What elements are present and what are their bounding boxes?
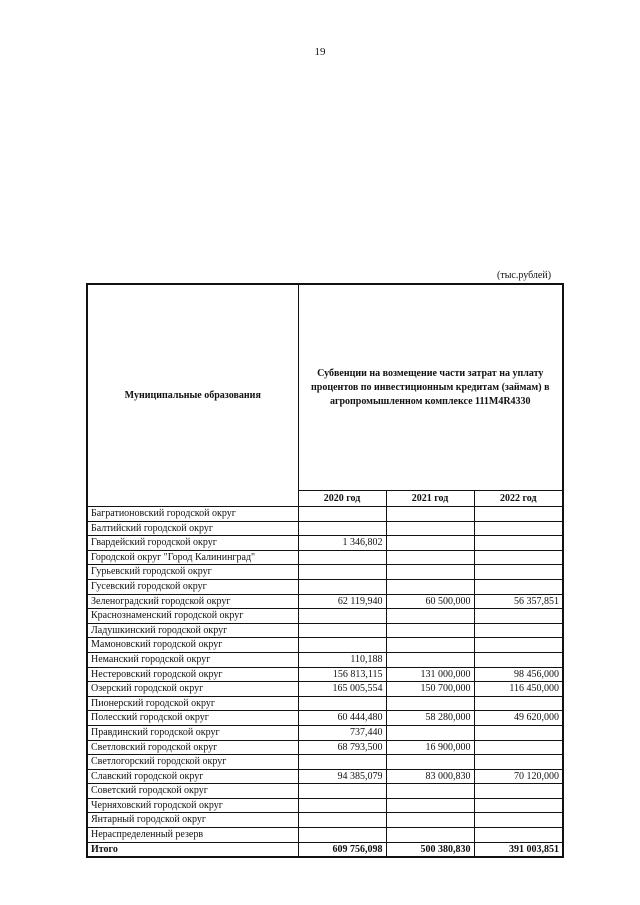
- value-2020: 609 756,098: [298, 842, 386, 857]
- municipality-name: Ладушкинский городской округ: [87, 623, 298, 638]
- value-2022: [474, 813, 563, 828]
- subsidy-table: [86, 283, 564, 858]
- table-body: [87, 507, 563, 858]
- value-2021: [386, 550, 474, 565]
- value-2020: 62 119,940: [298, 594, 386, 609]
- value-2020: 94 385,079: [298, 769, 386, 784]
- table-row: [87, 740, 563, 755]
- value-2021: 16 900,000: [386, 740, 474, 755]
- value-2020: [298, 609, 386, 624]
- value-2022: [474, 536, 563, 551]
- value-2021: [386, 725, 474, 740]
- table-row: [87, 798, 563, 813]
- table-row: [87, 711, 563, 726]
- header-subsidy: Субвенции на возмещение части затрат на уплату процентов по инвестиционным кредитам (займам) в агропромышленном комплексе 111M4R4330: [298, 284, 563, 491]
- municipality-name: Неманский городской округ: [87, 652, 298, 667]
- table-row: [87, 521, 563, 536]
- value-2021: [386, 784, 474, 799]
- value-2020: [298, 623, 386, 638]
- table-row: [87, 784, 563, 799]
- header-year-2022: 2022 год: [474, 491, 563, 507]
- value-2022: [474, 521, 563, 536]
- table-row: [87, 769, 563, 784]
- value-2020: 737,440: [298, 725, 386, 740]
- value-2021: [386, 565, 474, 580]
- value-2022: [474, 740, 563, 755]
- municipality-name: Славский городской округ: [87, 769, 298, 784]
- table-row: [87, 565, 563, 580]
- municipality-name: Пионерский городской округ: [87, 696, 298, 711]
- value-2022: [474, 565, 563, 580]
- table-row: [87, 813, 563, 828]
- municipality-name: Краснознаменский городской округ: [87, 609, 298, 624]
- value-2020: [298, 579, 386, 594]
- value-2021: [386, 507, 474, 522]
- value-2021: [386, 536, 474, 551]
- value-2020: [298, 550, 386, 565]
- table-row: [87, 579, 563, 594]
- table-row: [87, 638, 563, 653]
- table-row: [87, 696, 563, 711]
- municipality-name: Советский городской округ: [87, 784, 298, 799]
- value-2020: [298, 696, 386, 711]
- total-row: [87, 842, 563, 857]
- value-2020: [298, 784, 386, 799]
- municipality-name: Правдинский городской округ: [87, 725, 298, 740]
- municipality-name: Полесский городской округ: [87, 711, 298, 726]
- value-2022: 391 003,851: [474, 842, 563, 857]
- value-2021: 150 700,000: [386, 682, 474, 697]
- header-municipal: Муниципальные образования: [87, 284, 298, 507]
- municipality-name: Гвардейский городской округ: [87, 536, 298, 551]
- value-2021: [386, 755, 474, 770]
- value-2020: [298, 828, 386, 843]
- value-2020: [298, 565, 386, 580]
- value-2021: [386, 813, 474, 828]
- table-row: [87, 507, 563, 522]
- municipality-name: Озерский городской округ: [87, 682, 298, 697]
- value-2021: [386, 652, 474, 667]
- value-2022: [474, 652, 563, 667]
- value-2020: 60 444,480: [298, 711, 386, 726]
- value-2022: [474, 696, 563, 711]
- value-2022: [474, 798, 563, 813]
- municipality-name: Мамоновский городской округ: [87, 638, 298, 653]
- municipality-name: Светлогорский городской округ: [87, 755, 298, 770]
- value-2020: [298, 521, 386, 536]
- value-2022: [474, 579, 563, 594]
- municipality-name: Зеленоградский городской округ: [87, 594, 298, 609]
- value-2022: [474, 550, 563, 565]
- municipality-name: Багратионовский городской округ: [87, 507, 298, 522]
- value-2022: 98 456,000: [474, 667, 563, 682]
- value-2020: [298, 798, 386, 813]
- municipality-name: Итого: [87, 842, 298, 857]
- value-2020: 68 793,500: [298, 740, 386, 755]
- value-2022: [474, 623, 563, 638]
- value-2022: 116 450,000: [474, 682, 563, 697]
- table-row: [87, 828, 563, 843]
- municipality-name: Светловский городской округ: [87, 740, 298, 755]
- value-2021: 131 000,000: [386, 667, 474, 682]
- value-2020: [298, 638, 386, 653]
- value-2022: 56 357,851: [474, 594, 563, 609]
- header-year-2021: 2021 год: [386, 491, 474, 507]
- value-2022: 70 120,000: [474, 769, 563, 784]
- header-year-2020: 2020 год: [298, 491, 386, 507]
- table-row: [87, 609, 563, 624]
- table-row: [87, 623, 563, 638]
- value-2020: 110,188: [298, 652, 386, 667]
- municipality-name: Гурьевский городской округ: [87, 565, 298, 580]
- value-2021: [386, 609, 474, 624]
- value-2020: [298, 507, 386, 522]
- value-2020: 165 005,554: [298, 682, 386, 697]
- value-2021: [386, 828, 474, 843]
- value-2020: 156 813,115: [298, 667, 386, 682]
- table-row: [87, 652, 563, 667]
- value-2021: [386, 638, 474, 653]
- value-2021: [386, 623, 474, 638]
- value-2022: [474, 784, 563, 799]
- municipality-name: Нераспределенный резерв: [87, 828, 298, 843]
- value-2022: [474, 609, 563, 624]
- value-2022: 49 620,000: [474, 711, 563, 726]
- municipality-name: Городской округ "Город Калининград": [87, 550, 298, 565]
- municipality-name: Гусевский городской округ: [87, 579, 298, 594]
- value-2020: 1 346,802: [298, 536, 386, 551]
- value-2020: [298, 755, 386, 770]
- municipality-name: Черняховский городской округ: [87, 798, 298, 813]
- table-row: [87, 667, 563, 682]
- units-label: (тыс.рублей): [497, 270, 552, 281]
- value-2022: [474, 828, 563, 843]
- value-2021: [386, 696, 474, 711]
- value-2022: [474, 725, 563, 740]
- value-2021: [386, 579, 474, 594]
- value-2021: 58 280,000: [386, 711, 474, 726]
- value-2021: 500 380,830: [386, 842, 474, 857]
- table-row: [87, 594, 563, 609]
- table-row: [87, 550, 563, 565]
- value-2021: [386, 798, 474, 813]
- value-2021: 83 000,830: [386, 769, 474, 784]
- table-row: [87, 536, 563, 551]
- value-2022: [474, 507, 563, 522]
- municipality-name: Нестеровский городской округ: [87, 667, 298, 682]
- municipality-name: Янтарный городской округ: [87, 813, 298, 828]
- value-2021: [386, 521, 474, 536]
- table-row: [87, 725, 563, 740]
- value-2022: [474, 755, 563, 770]
- table-row: [87, 682, 563, 697]
- value-2021: 60 500,000: [386, 594, 474, 609]
- value-2020: [298, 813, 386, 828]
- municipality-name: Балтийский городской округ: [87, 521, 298, 536]
- table-row: [87, 755, 563, 770]
- page-number: 19: [314, 46, 326, 58]
- value-2022: [474, 638, 563, 653]
